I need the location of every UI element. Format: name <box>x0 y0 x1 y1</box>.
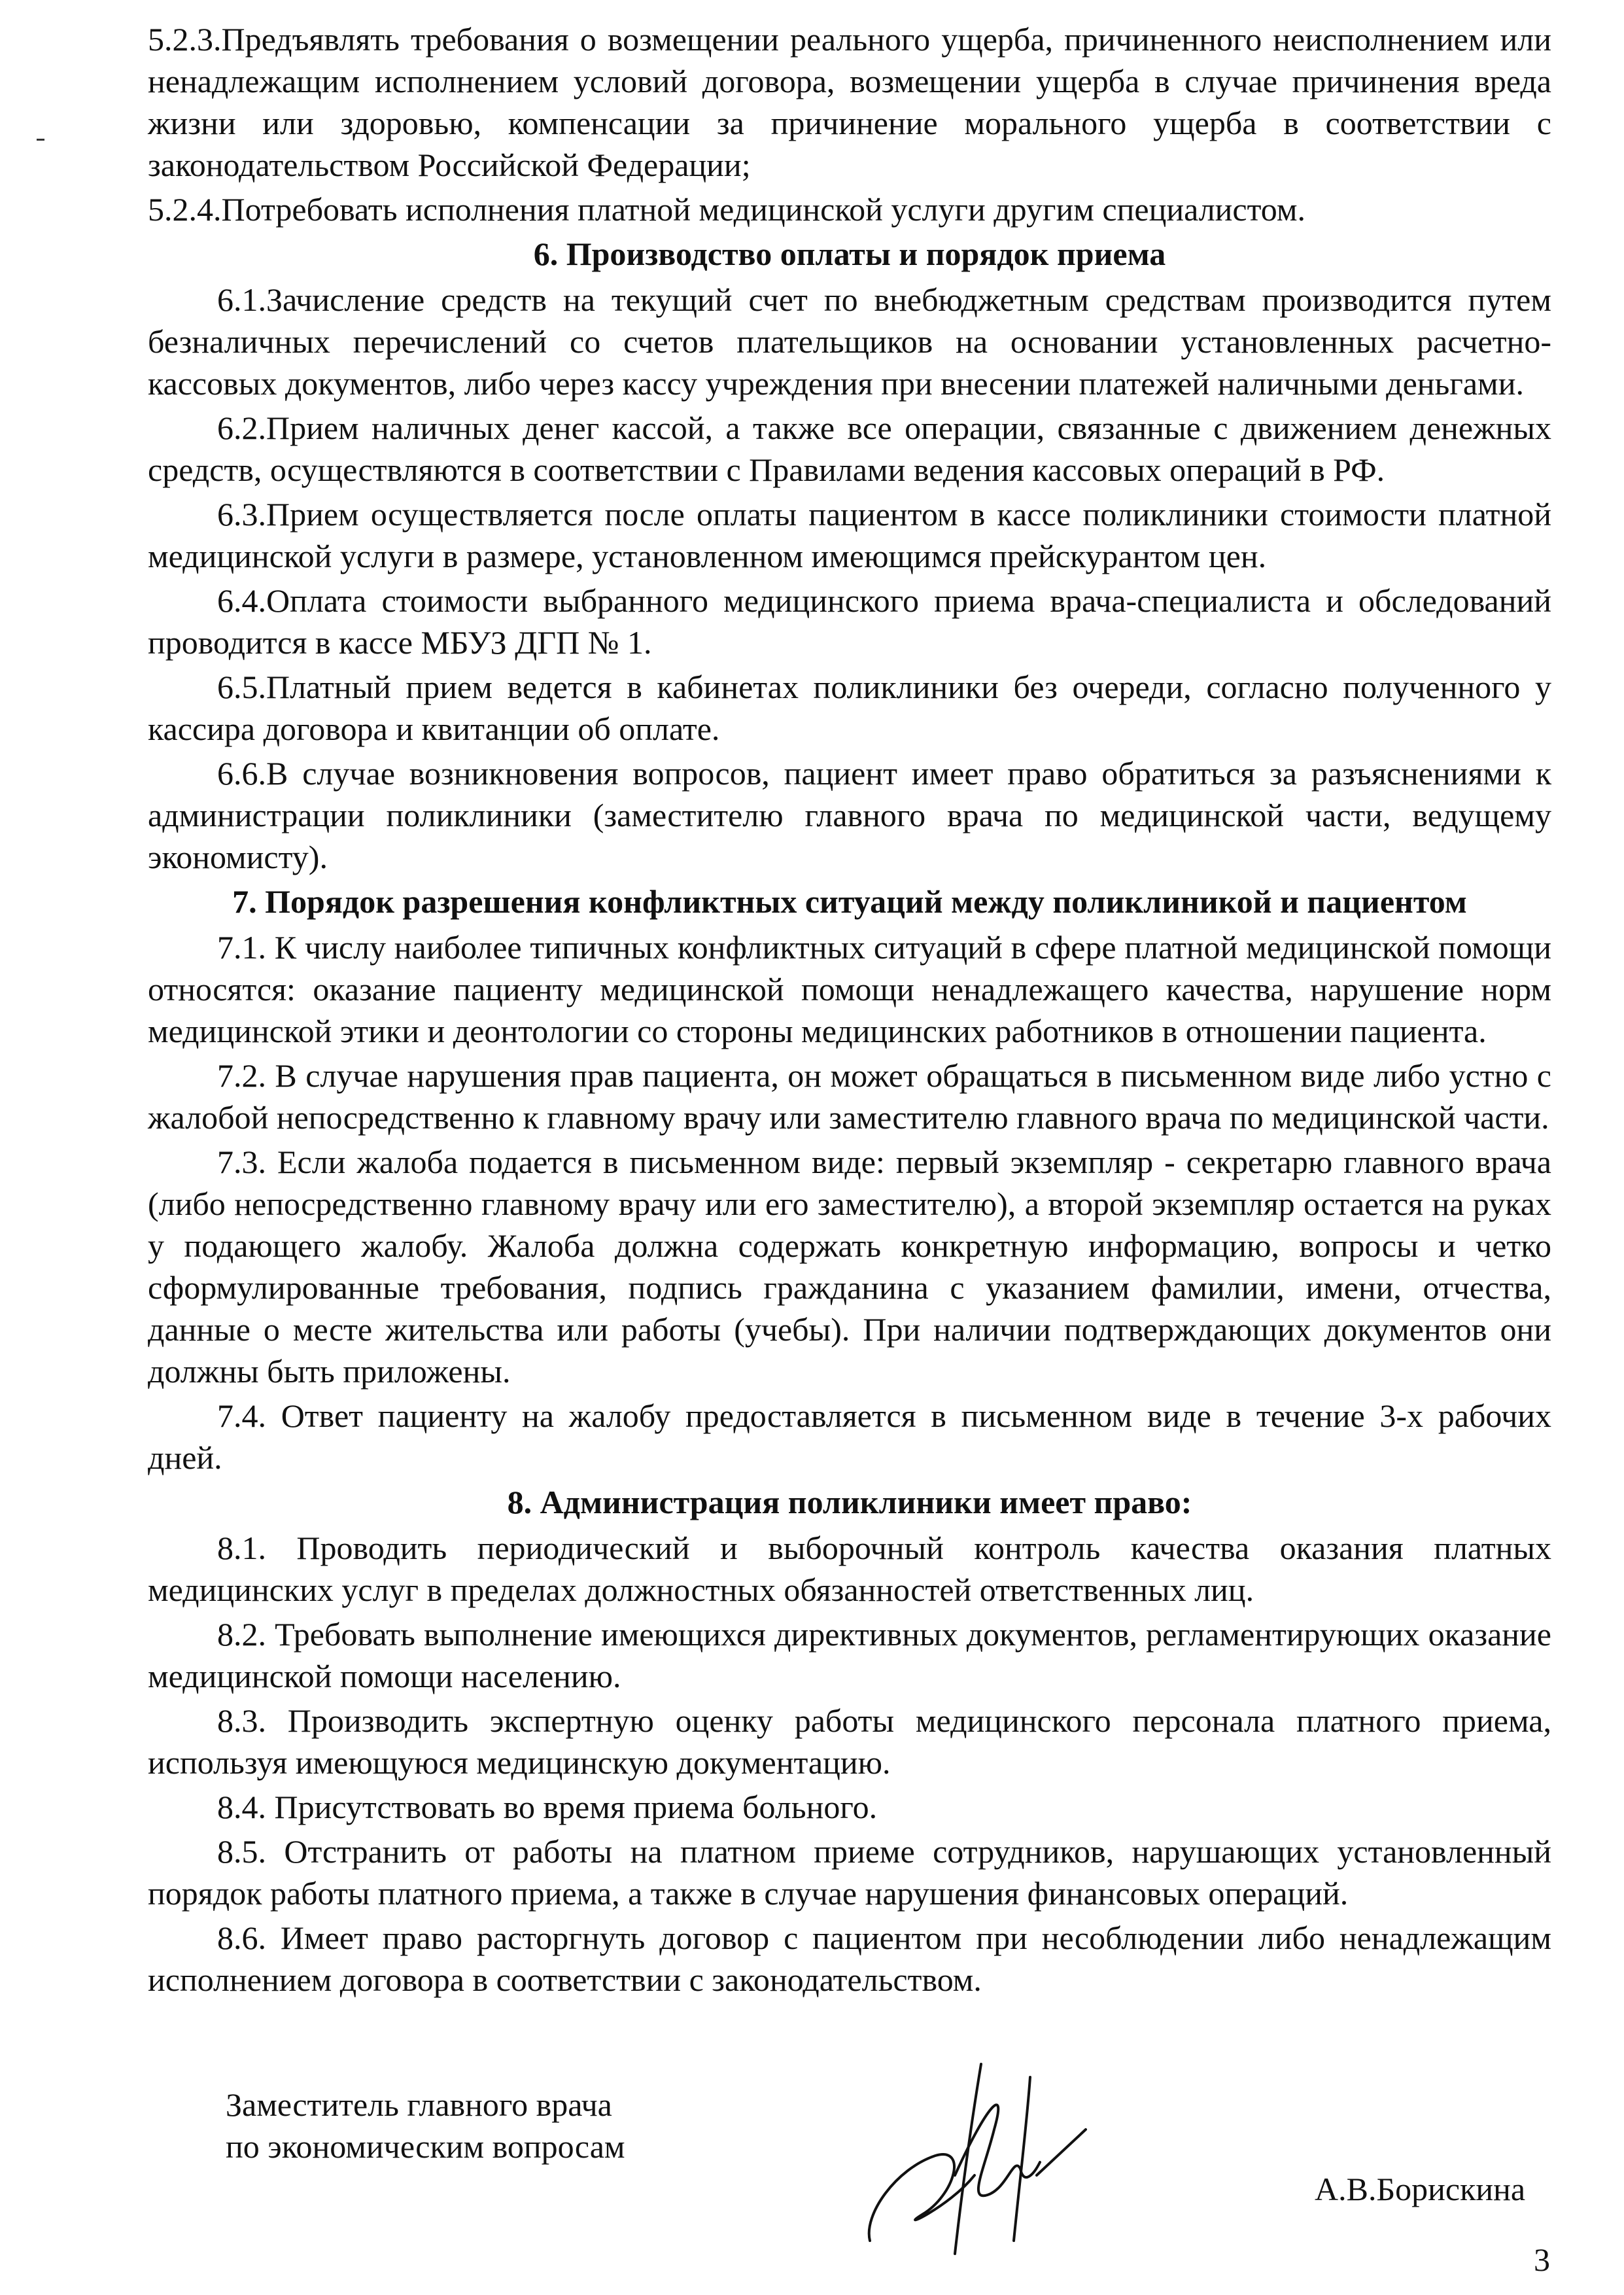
scan-mark <box>37 139 44 141</box>
paragraph-7-4: 7.4. Ответ пациенту на жалобу предоставляется в письменном виде в течение 3-х рабочих дней. <box>148 1397 1551 1476</box>
signatory-name: А.В.Борискина <box>1315 2171 1526 2207</box>
paragraph-7-3: 7.3. Если жалоба подается в письменном виде: первый экземпляр - секретарю главного врача (либо непосредственно главному врачу или его заместителю), а второй экземпляр остается на руках у подающего жалобу. Жалоба должна содержать конкретную информацию, вопросы и четко сформулированные требования, подпись гражданина с указанием фамилии, имени, отчества, данные о месте жительства или работы (учебы). При наличии подтверждающих документов они должны быть приложены. <box>148 1144 1551 1390</box>
signatory-title-line1: Заместитель главного врача <box>226 2086 612 2123</box>
paragraph-6-3: 6.3.Прием осуществляется после оплаты пациентом в кассе поликлиники стоимости платной медицинской услуги в размере, установленном имеющимся прейскурантом цен. <box>148 496 1551 574</box>
paragraph-8-1: 8.1. Проводить периодический и выборочный контроль качества оказания платных медицинских услуг в пределах должностных обязанностей ответственных лиц. <box>148 1530 1551 1608</box>
page-number: 3 <box>1534 2241 1550 2278</box>
paragraph-8-6: 8.6. Имеет право расторгнуть договор с пациентом при несоблюдении либо ненадлежащим исполнением договора в соответствии с законодательством. <box>148 1919 1551 1998</box>
paragraph-6-6: 6.6.В случае возникновения вопросов, пациент имеет право обратиться за разъяснениями к администрации поликлиники (заместителю главного врача по медицинской части, ведущему экономисту). <box>148 755 1551 875</box>
section-8-heading: 8. Администрация поликлиники имеет право: <box>507 1484 1192 1520</box>
section-7-heading: 7. Порядок разрешения конфликтных ситуаций между поликлиникой и пациентом <box>232 883 1467 920</box>
signatory-title <box>226 2084 625 2167</box>
paragraph-8-3: 8.3. Производить экспертную оценку работы медицинского персонала платного приема, используя имеющуюся медицинскую документацию. <box>148 1702 1551 1781</box>
signature-block <box>0 2084 1624 2254</box>
paragraph-8-2: 8.2. Требовать выполнение имеющихся директивных документов, регламентирующих оказание медицинской помощи населению. <box>148 1616 1551 1694</box>
paragraph-6-2: 6.2.Прием наличных денег кассой, а также все операции, связанные с движением денежных средств, осуществляются в соответствии с Правилами ведения кассовых операций в РФ. <box>148 410 1551 488</box>
paragraph-6-4: 6.4.Оплата стоимости выбранного медицинского приема врача-специалиста и обследований проводится в кассе МБУЗ ДГП № 1. <box>148 582 1551 661</box>
paragraph-5-2-3: 5.2.3.Предъявлять требования о возмещении реального ущерба, причиненного неисполнением или ненадлежащим исполнением условий договора, возмещении ущерба в случае причинения вреда жизни или здоровью, компенсации за причинение морального ущерба в соответствии с законодательством Российской Федерации; <box>148 21 1551 183</box>
handwritten-signature-icon <box>857 2044 1158 2264</box>
paragraph-8-4: 8.4. Присутствовать во время приема больного. <box>217 1789 878 1825</box>
section-6-heading: 6. Производство оплаты и порядок приема <box>533 236 1166 272</box>
paragraph-6-1: 6.1.Зачисление средств на текущий счет по внебюджетным средствам производится путем безналичных перечислений со счетов плательщиков на основании установленных расчетно-кассовых документов, либо через кассу учреждения при внесении платежей наличными деньгами. <box>148 281 1551 402</box>
paragraph-8-5: 8.5. Отстранить от работы на платном приеме сотрудников, нарушающих установленный порядок работы платного приема, а также в случае нарушения финансовых операций. <box>148 1833 1551 1912</box>
paragraph-7-2: 7.2. В случае нарушения прав пациента, он может обращаться в письменном виде либо устно с жалобой непосредственно к главному врачу или заместителю главного врача по медицинской части. <box>148 1057 1551 1136</box>
document-body <box>148 18 1551 2003</box>
paragraph-6-5: 6.5.Платный прием ведется в кабинетах поликлиники без очереди, согласно полученного у кассира договора и квитанции об оплате. <box>148 669 1551 747</box>
signatory-title-line2: по экономическим вопросам <box>226 2128 625 2165</box>
paragraph-5-2-4: 5.2.4.Потребовать исполнения платной медицинской услуги другим специалистом. <box>148 191 1305 228</box>
paragraph-7-1: 7.1. К числу наиболее типичных конфликтных ситуаций в сфере платной медицинской помощи относятся: оказание пациенту медицинской помощи ненадлежащего качества, нарушение норм медицинской этики и деонтологии со стороны медицинских работников в отношении пациента. <box>148 929 1551 1049</box>
